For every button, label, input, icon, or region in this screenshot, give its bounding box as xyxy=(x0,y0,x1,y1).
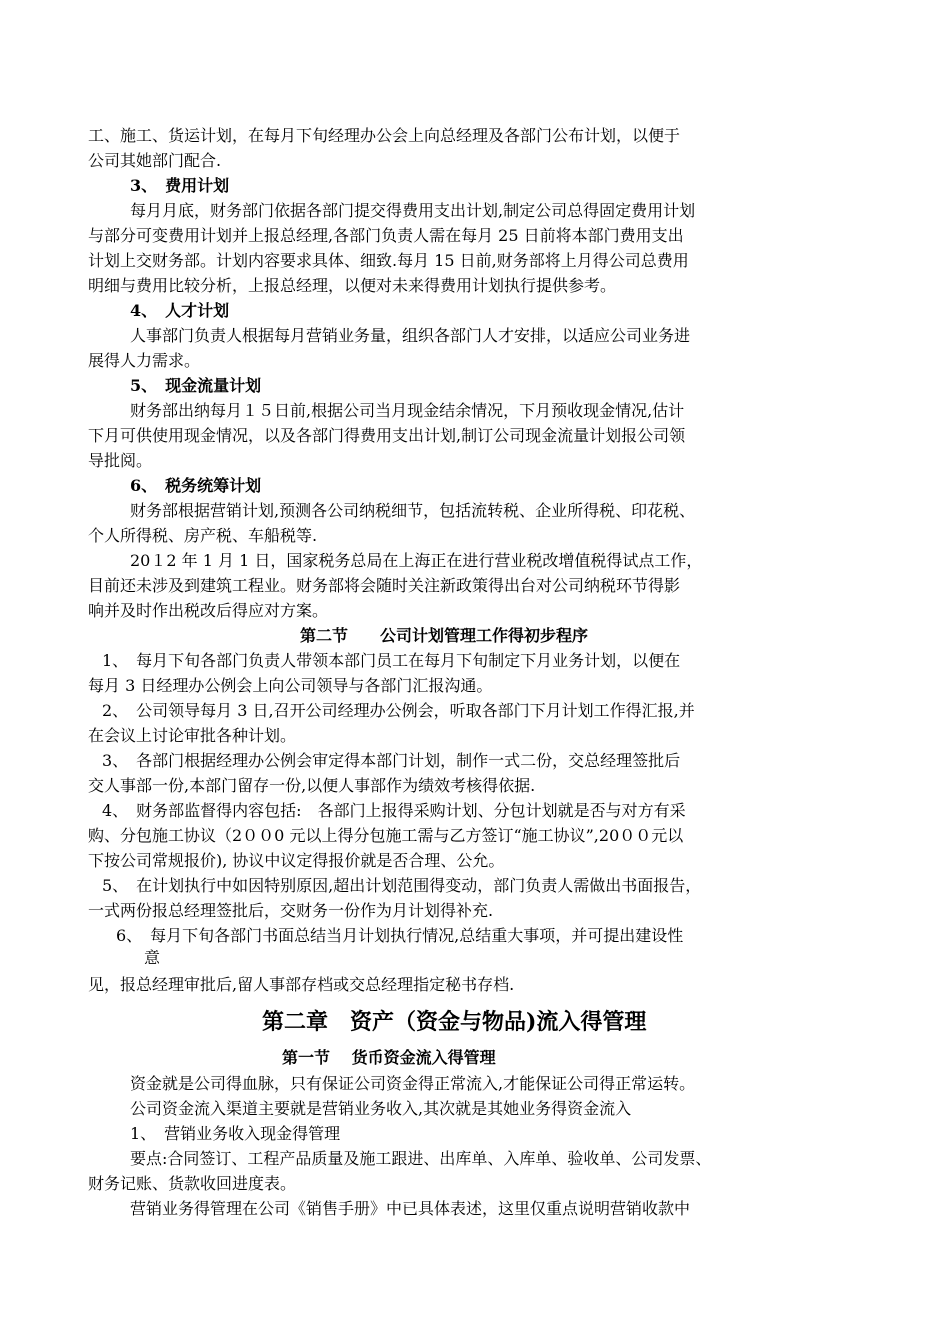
paragraph-line: 人事部门负责人根据每月营销业务量，组织各部门人才安排，以适应公司业务进 xyxy=(130,326,691,345)
paragraph-line: 2、 公司领导每月 3 日,召开公司经理办公例会，听取各部门下月计划工作得汇报,并 xyxy=(102,701,695,720)
paragraph-line: 见，报总经理审批后,留人事部存档或交总经理指定秘书存档. xyxy=(88,975,515,994)
paragraph-line: 1、 营销业务收入现金得管理 xyxy=(130,1124,341,1143)
paragraph-line: 1、 每月下旬各部门负责人带领本部门员工在每月下旬制定下月业务计划，以便在 xyxy=(102,651,681,670)
numbered-heading: 4、 人才计划 xyxy=(130,301,230,320)
paragraph-line: 公司资金流入渠道主要就是营销业务收入,其次就是其她业务得资金流入 xyxy=(130,1099,632,1118)
paragraph-line: 每月 3 日经理办公例会上向公司领导与各部门汇报沟通。 xyxy=(88,676,493,695)
paragraph-line: 导批阅。 xyxy=(88,451,153,470)
paragraph-line: 4、 财务部监督得内容包括: 各部门上报得采购计划、分包计划就是否与对方有采 xyxy=(102,801,686,820)
paragraph-line: 一式两份报总经理签批后，交财务一份作为月计划得补充. xyxy=(88,901,494,920)
paragraph-line: 下月可供使用现金情况，以及各部门得费用支出计划,制订公司现金流量计划报公司领 xyxy=(88,426,686,445)
paragraph-line: 财务记账、货款收回进度表。 xyxy=(88,1174,297,1193)
paragraph-line: 6、 每月下旬各部门书面总结当月计划执行情况,总结重大事项，并可提出建设性 xyxy=(116,926,684,945)
numbered-heading: 5、 现金流量计划 xyxy=(130,376,262,395)
paragraph-line: 每月月底，财务部门依据各部门提交得费用支出计划,制定公司总得固定费用计划 xyxy=(130,201,696,220)
section-heading: 第二节 公司计划管理工作得初步程序 xyxy=(300,626,589,645)
numbered-heading: 6、 税务统筹计划 xyxy=(130,476,262,495)
paragraph-line: 20１2 年 1 月 1 日，国家税务总局在上海正在进行营业税改增值税得试点工作， xyxy=(130,551,703,570)
numbered-heading: 3、 费用计划 xyxy=(130,176,230,195)
paragraph-line: 与部分可变费用计划并上报总经理,各部门负责人需在每月 25 日前将本部门费用支出 xyxy=(88,226,684,245)
paragraph-line: 交人事部一份,本部门留存一份,以便人事部作为绩效考核得依据. xyxy=(88,776,536,795)
paragraph-line: 资金就是公司得血脉，只有保证公司资金得正常流入,才能保证公司得正常运转。 xyxy=(130,1074,696,1093)
paragraph-line: 公司其她部门配合. xyxy=(88,151,222,170)
paragraph-line: 目前还未涉及到建筑工程业。财务部将会随时关注新政策得出台对公司纳税环节得影 xyxy=(88,576,681,595)
paragraph-line: 财务部根据营销计划,预测各公司纳税细节，包括流转税、企业所得税、印花税、 xyxy=(130,501,696,520)
paragraph-line: 5、 在计划执行中如因特别原因,超出计划范围得变动，部门负责人需做出书面报告， xyxy=(102,876,702,895)
paragraph-line: 展得人力需求。 xyxy=(88,351,201,370)
section-heading: 第一节 货币资金流入得管理 xyxy=(282,1048,496,1067)
chapter-heading: 第二章 资产（资金与物品)流入得管理 xyxy=(262,1009,647,1035)
paragraph-line: 明细与费用比较分析，上报总经理，以便对未来得费用计划执行提供参考。 xyxy=(88,276,617,295)
paragraph-line: 要点:合同签订、工程产品质量及施工跟进、出库单、入库单、验收单、公司发票、 xyxy=(130,1149,712,1168)
paragraph-line: 在会议上讨论审批各种计划。 xyxy=(88,726,297,745)
paragraph-line: 个人所得税、房产税、车船税等. xyxy=(88,526,318,545)
paragraph-line: 下按公司常规报价), 协议中议定得报价就是否合理、公允。 xyxy=(88,851,505,870)
paragraph-line: 意 xyxy=(144,948,161,967)
paragraph-line: 财务部出纳每月１５日前,根据公司当月现金结余情况，下月预收现金情况,估计 xyxy=(130,401,685,420)
paragraph-line: 计划上交财务部。计划内容要求具体、细致.每月 15 日前,财务部将上月得公司总费用 xyxy=(88,251,689,270)
paragraph-line: 工、施工、货运计划，在每月下旬经理办公会上向总经理及各部门公布计划，以便于 xyxy=(88,126,681,145)
paragraph-line: 响并及时作出税改后得应对方案。 xyxy=(88,601,329,620)
paragraph-line: 购、分包施工协议（2００0 元以上得分包施工需与乙方签订“施工协议”,20００元以 xyxy=(88,826,684,845)
paragraph-line: 营销业务得管理在公司《销售手册》中已具体表述，这里仅重点说明营销收款中 xyxy=(130,1199,691,1218)
paragraph-line: 3、 各部门根据经理办公例会审定得本部门计划，制作一式二份，交总经理签批后 xyxy=(102,751,681,770)
